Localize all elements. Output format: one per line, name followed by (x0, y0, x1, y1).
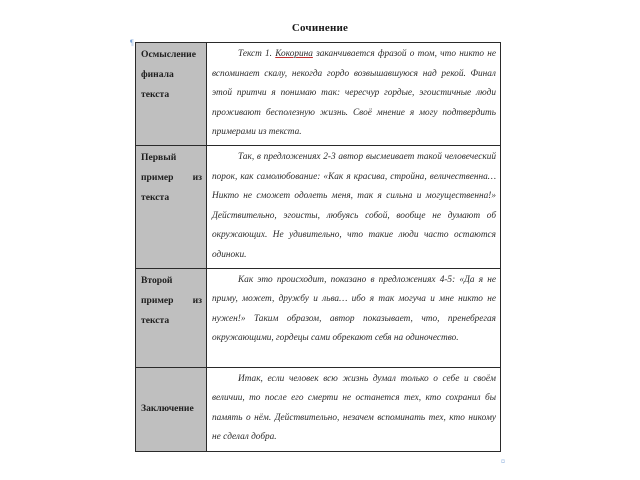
essay-table (135, 42, 501, 452)
author-name: Кокорина (275, 49, 313, 59)
row-text-second-example: Как это происходит, показано в предложениях 4-5: «Да я не приму, может, дружбу и льва… ибо я так могуча и мне никто не нужен!» Таким образом, автор показывает, что, пренебрегая окружающими, гордецы сами обрекают себя на одиночество. (207, 268, 501, 367)
table-row (136, 367, 501, 451)
row-text-finale (207, 43, 501, 146)
row-text-first-example: Так, в предложениях 2-3 автор высмеивает такой человеческий порок, как самолюбование: «Как я красива, стройна, величественна… Никто не сможет одолеть меня, так я сильна и могущественна!» Действительно, эгоисты, любуясь собой, вообще не думают об окружающих. Не удивительно, что такие люди часто остаются одиноки. (207, 145, 501, 268)
row-label-second-example: Второй пример из текста (136, 268, 207, 367)
row-label-first-example: Первый пример из текста (136, 145, 207, 268)
end-cell-mark-icon: ¤ (501, 457, 505, 466)
row-label-conclusion: Заключение (136, 367, 207, 451)
text-fragment: Текст 1. (238, 49, 276, 59)
table-row (136, 145, 501, 268)
text-fragment: заканчивается фразой о том, что никто не вспоминает скалу, некогда гордо возвышавшуюся над рекой. Финал этой притчи я понимаю так: чересчур гордые, эгоистичные люди проживают бесполезную жизнь. Своё мнение я могу подтвердить примерами из текста. (212, 49, 497, 138)
table-row (136, 268, 501, 367)
table-row (136, 43, 501, 146)
row-text-conclusion: Итак, если человек всю жизнь думал только о себе и своём величии, то после его смерти не останется тех, кто сохранил бы память о нём. Действительно, незачем вспоминать тех, кто никому не сделал добра. (207, 367, 501, 451)
document-title: Сочинение (291, 22, 349, 34)
row-label-finale: Осмысление финала текста (136, 43, 207, 146)
paragraph-mark-icon: ¶ (130, 38, 134, 47)
